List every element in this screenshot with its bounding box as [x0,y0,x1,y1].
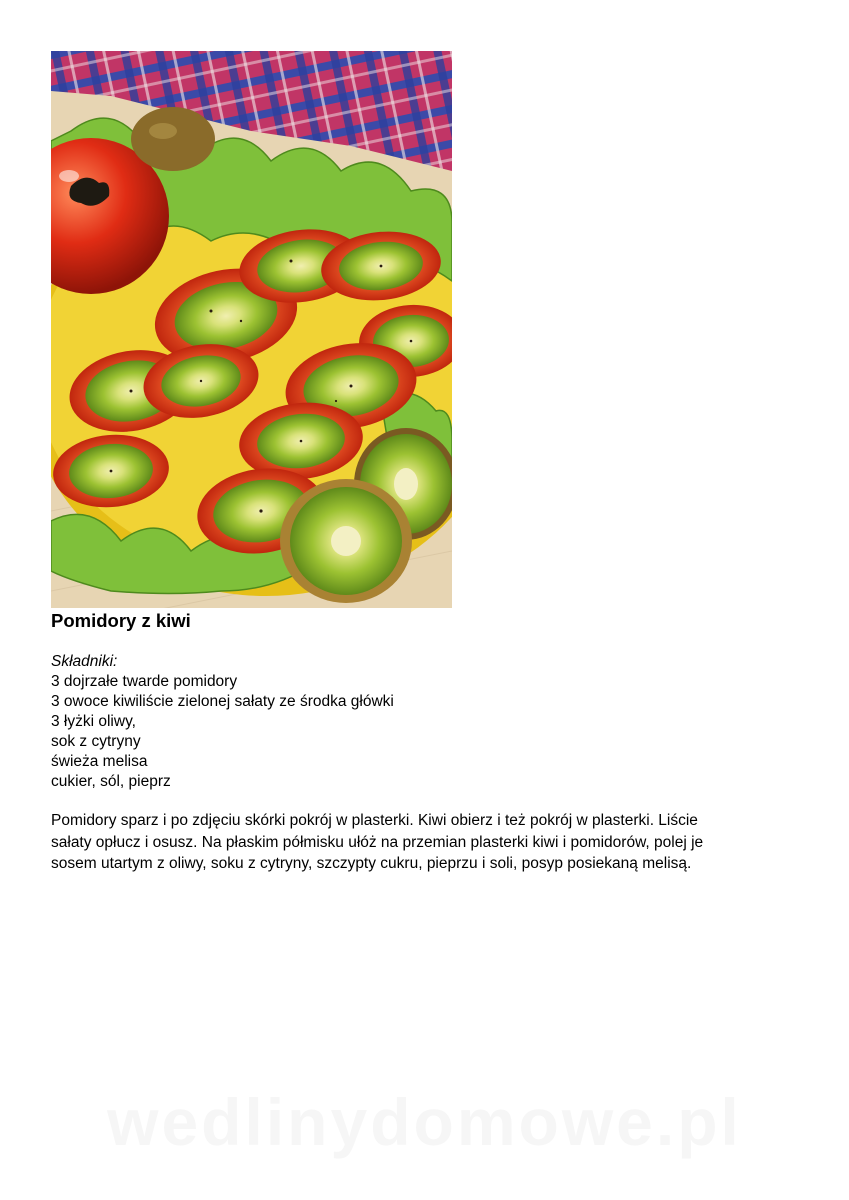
ingredients-section [51,652,394,792]
recipe-title: Pomidory z kiwi [51,610,191,631]
ingredient-item: 3 dojrzałe twarde pomidory [51,673,238,690]
ingredients-label: Składniki: [51,653,118,670]
watermark: wedlinydomowe.pl [107,1085,742,1159]
ingredient-item: cukier, sól, pieprz [51,773,171,790]
ingredient-item: świeża melisa [51,753,148,770]
ingredient-item: sok z cytryny [51,733,141,750]
ingredients-list [51,672,394,792]
method-line: sosem utartym z oliwy, soku z cytryny, szczypty cukru, pieprzu i soli, posyp posiekaną melisą. [51,855,692,872]
recipe-photo [51,51,452,608]
method-line: Pomidory sparz i po zdjęciu skórki pokrój w plasterki. Kiwi obierz i też pokrój w plasterki. Liście [51,812,698,829]
preparation-method [51,810,791,875]
ingredient-item: 3 owoce kiwiliście zielonej sałaty ze środka główki [51,693,394,710]
ingredient-item: 3 łyżki oliwy, [51,713,136,730]
method-line: sałaty opłucz i osusz. Na płaskim półmisku ułóż na przemian plasterki kiwi i pomidorów, polej je [51,833,704,851]
